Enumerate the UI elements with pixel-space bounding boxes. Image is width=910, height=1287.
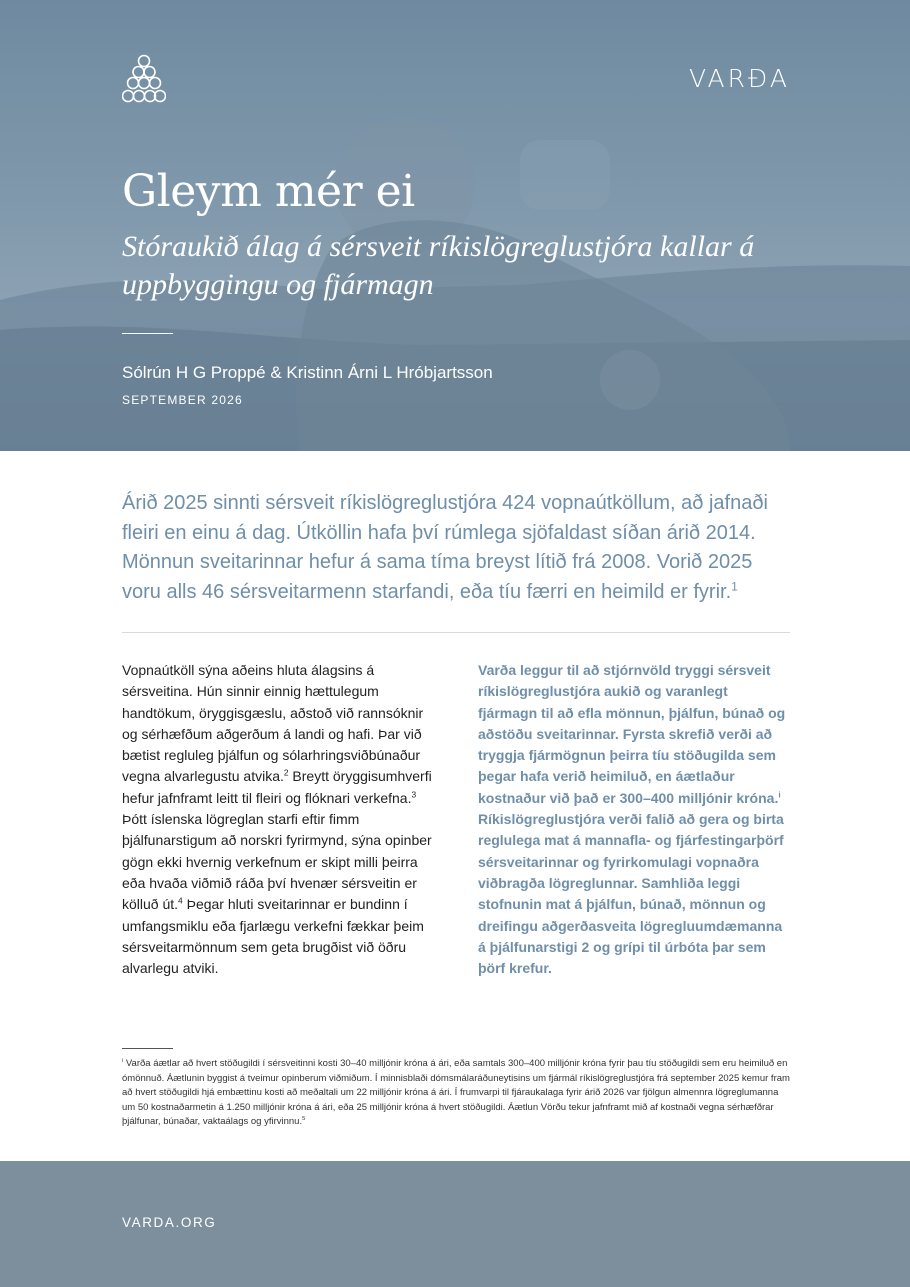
footer-url-link[interactable]: VARDA.ORG (122, 1215, 217, 1230)
brand-wordmark: VARÐA (688, 64, 790, 93)
body-text: Vopnaútköll sýna aðeins hluta álagsins á sérsveitina. Hún sinnir einnig hættulegum handtökum, öryggisgæslu, aðstoð við rannsóknir og sérhæfðum aðgerðum á landi og hafi. Þar við bætist regluleg þjálfun og sólarhringsviðbúnaður vegna alvarlegustu atvika. (122, 662, 424, 785)
footnote-marker: i (122, 1057, 124, 1064)
recommendation-text: Varða leggur til að stjórnvöld tryggi sérsveit ríkislögreglustjóra aukið og varanlegt fjármagn til að efla mönnun, þjálfun, búnað og aðstöðu sveitarinnar. Fyrsta skrefið verði að tryggja fjármögnun þeirra tíu stöðugilda sem þegar hafa verið heimiluð, en áætlaður kostnaður við það er 300–400 milljónir króna. (478, 662, 786, 806)
section-divider (122, 632, 790, 633)
page-title: Gleym mér ei (122, 166, 415, 217)
stacked-circles-logo-icon (122, 54, 166, 104)
footnote-divider (122, 1048, 173, 1049)
footnote-ref[interactable]: 5 (302, 1115, 306, 1122)
title-divider (122, 333, 173, 334)
authors: Sólrún H G Proppé & Kristinn Árni L Hróbjartsson (122, 363, 493, 382)
lead-paragraph (122, 489, 790, 607)
footnote-text: Varða áætlar að hvert stöðugildi í sérsveitinni kosti 30–40 milljónir króna á ári, eða samtals 300–400 milljónir króna fyrir þau tíu stöðugildi sem eru heimiluð en ómönnuð. Áætlunin byggist á tveimur opinberum viðmiðum. Í minnisblaði dómsmálaráðuneytisins um fjármál ríkislögreglustjóra frá september 2025 kemur fram að hvert stöðugildi hjá embættinu kosti að meðaltali um 22 milljónir króna á ári. Í frumvarpi til fjáraukalaga fyrir árið 2026 var fjölgun almennra lögreglumanna um 50 kostnaðarmetin á 1.250 milljónir króna á ári, eða 25 milljónir króna á hvert stöðugildi. Áætlun Vörðu tekur jafnframt mið af kostnaði vegna sérhæfðrar þjálfunar, búnaðar, vaktaálags og yfirvinnu. (122, 1058, 790, 1127)
body-left-column (122, 660, 442, 979)
lead-text: Árið 2025 sinnti sérsveit ríkislögreglustjóra 424 vopnaútköllum, að jafnaði fleiri en einu á dag. Útköllin hafa því rúmlega sjöfaldast síðan árið 2014. Mönnun sveitarinnar hefur á sama tíma breyst lítið frá 2008. Vorið 2025 voru alls 46 sérsveitarmenn starfandi, eða tíu færri en heimild er fyrir. (122, 492, 768, 603)
footnote (122, 1057, 790, 1130)
publication-date: SEPTEMBER 2026 (122, 393, 243, 407)
footnote-ref[interactable]: 3 (411, 789, 417, 800)
footnote-ref[interactable]: 1 (731, 578, 738, 593)
footnote-ref[interactable]: i (778, 789, 781, 800)
hero-header (0, 0, 910, 451)
body-text: Breytt öryggisumhverfi hefur jafnframt leitt til fleiri og flóknari verkefna. (122, 768, 432, 806)
page-footer (0, 1161, 910, 1287)
footnote-ref[interactable]: 2 (283, 767, 289, 778)
recommendation-column (478, 660, 790, 979)
recommendation-text: Ríkislögreglustjóra verði falið að gera og birta reglulega mat á mannafla- og fjárfestingarþörf sérsveitarinnar og fyrirkomulagi vopnaðra viðbragða lögreglunnar. Samhliða leggi stofnunin mat á þjálfun, búnað, mönnun og dreifingu aðgerðasveita lögregluumdæmanna á þjálfunarstigi 2 og grípi til úrbóta þar sem þörf krefur. (478, 811, 784, 977)
footnote-ref[interactable]: 4 (178, 895, 183, 906)
body-text: Þegar hluti sveitarinnar er bundinn í umfangsmiklu eða fjarlægu verkefni fækkar þeim sérsveitarmönnum sem geta brugðist við öðru alvarlegu atviki. (122, 896, 424, 977)
body-text: Þótt íslenska lögreglan starfi eftir fimm þjálfunarstigum að norskri fyrirmynd, sýna opinber gögn ekki hvernig verkefnum er skipt milli þeirra eða hvaða viðmið ráða því hvenær sérsveitin er kölluð út. (122, 811, 432, 913)
page-subtitle: Stóraukið álag á sérsveit ríkislögreglustjóra kallar á uppbyggingu og fjármagn (122, 230, 755, 301)
